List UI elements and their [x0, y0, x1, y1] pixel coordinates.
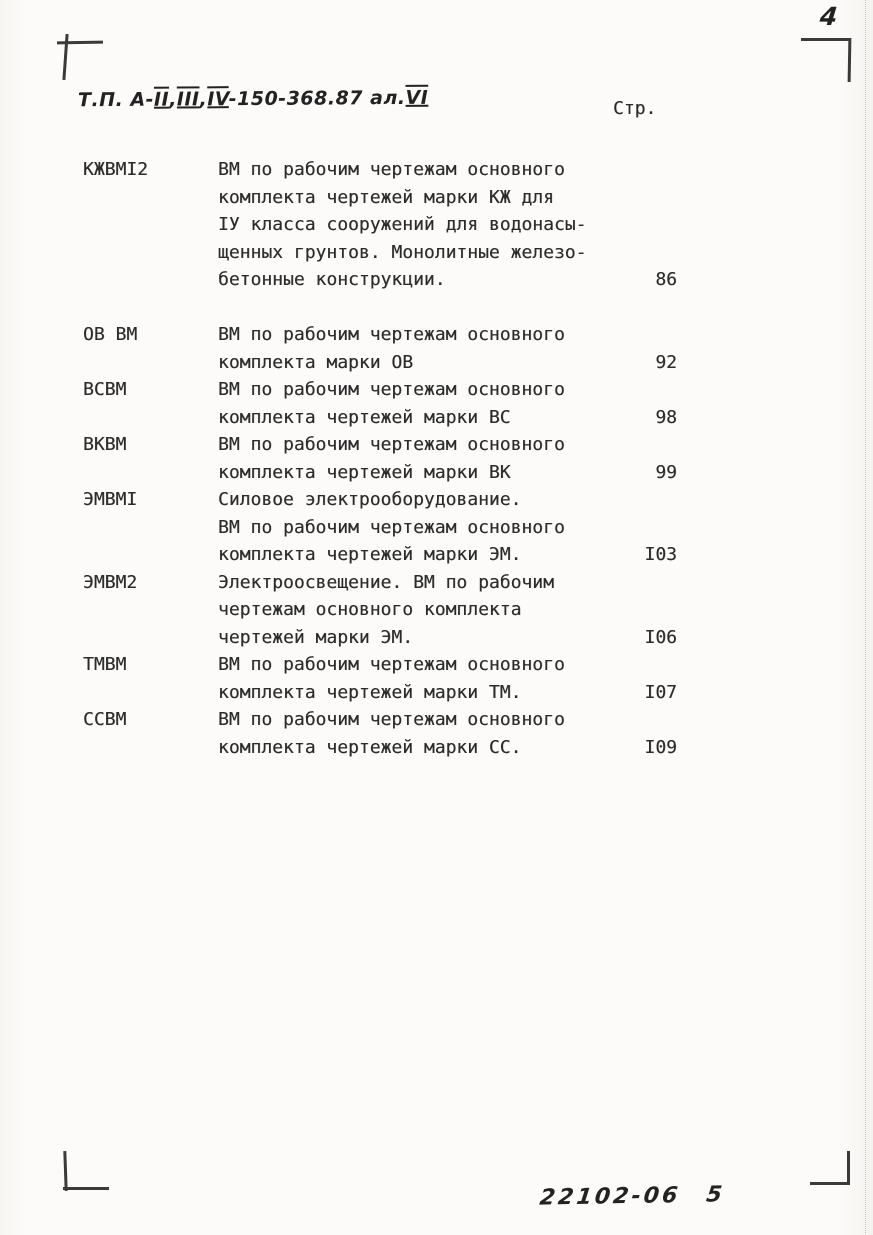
toc-entry — [83, 431, 677, 486]
entry-page-number: I09 — [644, 736, 677, 758]
entry-code: ЭМВМ2 — [83, 571, 138, 593]
toc-entries — [83, 156, 677, 761]
doc-code-roman-vi: VI — [405, 86, 429, 109]
entry-description — [218, 486, 615, 569]
toc-entry — [83, 486, 677, 569]
entry-page-number: I06 — [644, 626, 677, 648]
doc-code-roman-iii: III — [176, 88, 200, 111]
corner-mark-bottom-left — [63, 1187, 109, 1190]
doc-code-separator: , — [199, 88, 208, 111]
entry-code: ОВ ВМ — [83, 324, 138, 345]
entry-description-line: щенных грунтов. Монолитные железо- — [218, 241, 587, 263]
entry-description-line: чертежей марки ЭМ. — [218, 626, 414, 648]
entry-description — [218, 651, 615, 706]
corner-mark-top-right — [848, 38, 852, 82]
toc-entry — [83, 156, 677, 294]
entry-code: ВСВМ — [83, 379, 127, 400]
entry-description-line: Силовое электрооборудование. — [218, 489, 522, 510]
entry-description-line: ВМ по рабочим чертежам основного — [218, 434, 565, 455]
entry-page-number: I03 — [644, 544, 677, 565]
doc-code-roman-iv: IV — [207, 88, 229, 111]
entry-description-line: ВМ по рабочим чертежам основного — [218, 324, 565, 345]
entry-description-line: IУ класса сооружений для водонасы- — [218, 214, 587, 235]
entry-description-line: Электроосвещение. ВМ по рабочим — [218, 571, 554, 593]
toc-entry — [83, 706, 677, 761]
entry-code: ТМВМ — [83, 654, 127, 675]
entry-page-number: 86 — [655, 269, 677, 290]
entry-description-line: комплекта чертежей марки ВС — [218, 406, 511, 428]
doc-code-separator: , — [169, 88, 177, 111]
entry-description-line: комплекта чертежей марки ВК — [218, 461, 511, 483]
handwritten-stamp — [538, 1182, 723, 1210]
toc-entry — [83, 569, 677, 652]
entry-page-number: I07 — [644, 681, 677, 703]
entry-description-line: бетонные конструкции. — [218, 269, 446, 290]
entry-description — [218, 569, 615, 652]
entry-description — [218, 376, 615, 431]
entry-description — [218, 321, 615, 376]
entry-description — [218, 706, 615, 761]
entry-description-line: комплекта чертежей марки СС. — [218, 736, 522, 758]
entry-page-number: 98 — [655, 406, 677, 428]
entry-description-line: ВМ по рабочим чертежам основного — [218, 709, 565, 730]
corner-mark-top-right — [801, 38, 851, 41]
doc-code-prefix: Т.П. А- — [77, 88, 155, 112]
page-column-label: Стр. — [613, 98, 657, 119]
entry-description-line: ВМ по рабочим чертежам основного — [218, 516, 565, 538]
entry-description-line: комплекта марки ОВ — [218, 351, 414, 373]
entry-description-line: комплекта чертежей марки ЭМ. — [218, 544, 522, 565]
corner-mark-bottom-right — [847, 1151, 850, 1184]
toc-entry — [83, 651, 677, 706]
entry-description — [218, 156, 615, 294]
entry-code: КЖВМI2 — [83, 159, 149, 180]
doc-code-roman-ii: II — [153, 88, 170, 111]
corner-mark-bottom-left — [63, 1151, 67, 1191]
corner-mark-top-left — [57, 41, 103, 45]
handwritten-page-number: 4 — [818, 2, 839, 31]
scan-edge-line — [865, 0, 866, 1235]
entry-description-line: ВМ по рабочим чертежам основного — [218, 654, 565, 675]
entry-description-line: ВМ по рабочим чертежам основного — [218, 379, 565, 400]
entry-page-number: 92 — [655, 351, 677, 373]
stamp-number: 5 — [704, 1182, 724, 1208]
stamp-code: 22102-06 — [538, 1183, 682, 1211]
entry-description-line: чертежам основного комплекта — [218, 599, 522, 620]
toc-entry — [83, 376, 677, 431]
toc-entry — [83, 321, 677, 376]
entry-code: ССВМ — [83, 709, 127, 730]
document-code-header — [78, 87, 428, 111]
entry-description-line: комплекта чертежей марки КЖ для — [218, 186, 554, 208]
entry-code: ВКВМ — [83, 434, 127, 455]
entry-page-number: 99 — [655, 461, 677, 483]
entry-description — [218, 431, 615, 486]
corner-mark-bottom-right — [810, 1182, 850, 1185]
doc-code-middle: -150-368.87 ал. — [228, 86, 406, 111]
entry-description-line: ВМ по рабочим чертежам основного — [218, 159, 565, 180]
entry-code: ЭМВМI — [83, 489, 138, 510]
entry-description-line: комплекта чертежей марки ТМ. — [218, 681, 522, 703]
